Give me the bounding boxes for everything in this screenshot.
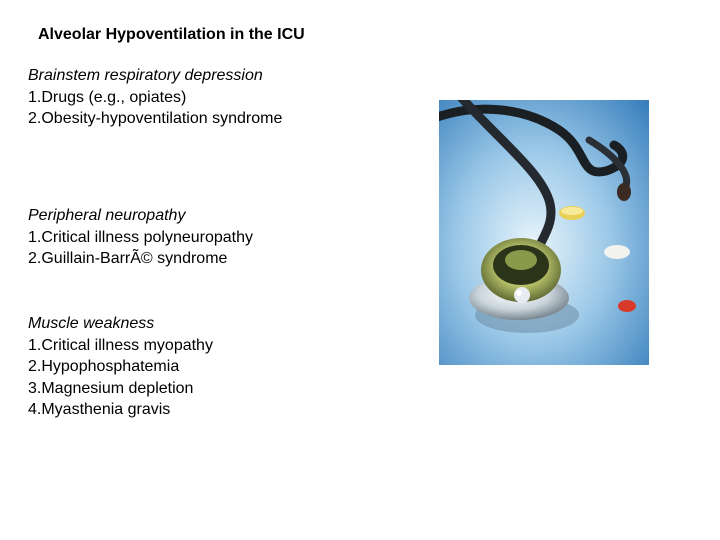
section-heading: Peripheral neuropathy (28, 207, 186, 224)
list-item: 1.Drugs (e.g., opiates) (28, 88, 187, 106)
section-heading: Muscle weakness (28, 315, 155, 332)
slide-title: Alveolar Hypoventilation in the ICU (38, 26, 305, 43)
list-item: 2.Hypophosphatemia (28, 358, 180, 375)
section-peripheral-neuropathy (28, 205, 253, 270)
section-muscle-weakness (28, 313, 213, 421)
section-brainstem (28, 65, 282, 130)
stethoscope-pills-photo (439, 100, 649, 365)
list-item: 2.Guillain-BarrÃ© syndrome (28, 250, 228, 267)
section-heading: Brainstem respiratory depression (28, 67, 263, 84)
list-item: 4.Myasthenia gravis (28, 401, 171, 418)
list-item: 1.Critical illness myopathy (28, 336, 213, 354)
list-item: 2.Obesity-hypoventilation syndrome (28, 110, 283, 127)
list-item: 3.Magnesium depletion (28, 379, 194, 397)
list-item: 1.Critical illness polyneuropathy (28, 228, 253, 246)
